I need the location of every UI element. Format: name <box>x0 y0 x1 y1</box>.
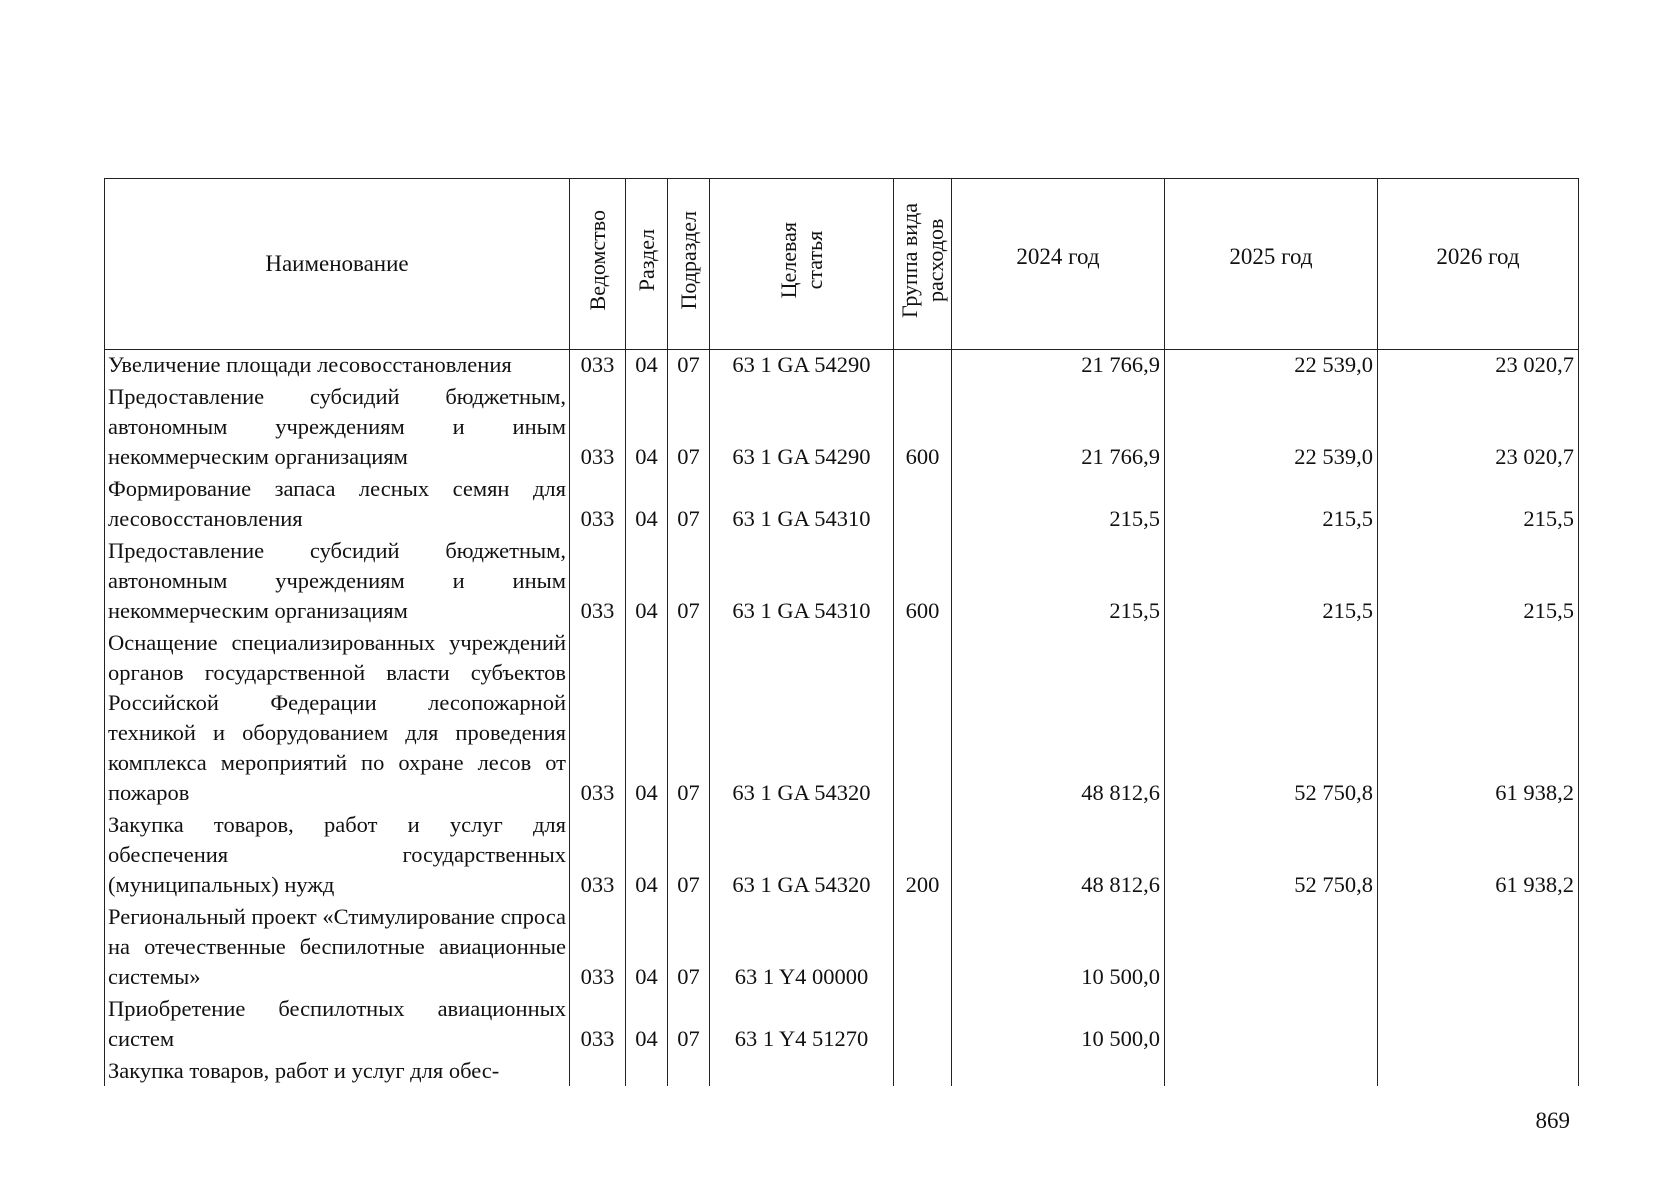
table-row <box>105 810 1579 902</box>
cell-gruppa: 600 <box>894 382 952 474</box>
cell-name: Региональный проект «Стимулирование спроса на отечественные беспилотные авиационные системы» <box>105 902 570 994</box>
cell-2024: 215,5 <box>952 536 1165 628</box>
cell-celevaya-statya: 63 1 Y4 00000 <box>710 902 894 994</box>
cell-2024: 48 812,6 <box>952 810 1165 902</box>
cell-2026: 215,5 <box>1378 536 1579 628</box>
cell-podrazdel <box>668 1056 710 1086</box>
table-row <box>105 536 1579 628</box>
cell-gruppa <box>894 902 952 994</box>
cell-vedomstvo: 033 <box>570 382 626 474</box>
cell-2025: 22 539,0 <box>1165 382 1378 474</box>
header-celevaya-line2: статья <box>801 230 827 290</box>
header-vedomstvo-label: Ведомство <box>584 209 610 311</box>
cell-vedomstvo: 033 <box>570 350 626 383</box>
table-row <box>105 902 1579 994</box>
table-row <box>105 350 1579 383</box>
cell-razdel: 04 <box>626 902 668 994</box>
cell-2026: 61 938,2 <box>1378 810 1579 902</box>
cell-name: Предоставление субсидий бюджетным, автономным учреждениям и иным некоммерческим организациям <box>105 536 570 628</box>
cell-2026: 23 020,7 <box>1378 382 1579 474</box>
cell-2024 <box>952 1056 1165 1086</box>
cell-celevaya-statya: 63 1 GA 54320 <box>710 810 894 902</box>
cell-vedomstvo: 033 <box>570 474 626 536</box>
table-row <box>105 628 1579 810</box>
cell-gruppa <box>894 350 952 383</box>
cell-vedomstvo: 033 <box>570 628 626 810</box>
header-vedomstvo <box>570 179 626 350</box>
cell-celevaya-statya: 63 1 GA 54290 <box>710 382 894 474</box>
cell-gruppa <box>894 474 952 536</box>
cell-gruppa: 600 <box>894 536 952 628</box>
table-header <box>105 179 1579 350</box>
cell-gruppa <box>894 994 952 1056</box>
cell-name: Приобретение беспилотных авиационных систем <box>105 994 570 1056</box>
header-podrazdel <box>668 179 710 350</box>
cell-gruppa: 200 <box>894 810 952 902</box>
header-year-2026: 2026 год <box>1378 179 1579 350</box>
cell-podrazdel: 07 <box>668 474 710 536</box>
cell-name: Закупка товаров, работ и услуг для обеспечения государственных (муниципальных) нужд <box>105 810 570 902</box>
cell-podrazdel: 07 <box>668 350 710 383</box>
header-razdel-label: Раздел <box>633 228 659 292</box>
header-year-2024: 2024 год <box>952 179 1165 350</box>
cell-razdel: 04 <box>626 536 668 628</box>
table-row <box>105 994 1579 1056</box>
cell-2024: 21 766,9 <box>952 382 1165 474</box>
header-celevaya-label <box>776 222 828 298</box>
header-year-2025: 2025 год <box>1165 179 1378 350</box>
cell-vedomstvo: 033 <box>570 536 626 628</box>
page-number: 869 <box>1535 1108 1570 1133</box>
header-celevaya-statya <box>710 179 894 350</box>
table-row <box>105 474 1579 536</box>
table-body <box>105 350 1579 1087</box>
header-gruppa-vida-rashodov <box>894 179 952 350</box>
cell-vedomstvo: 033 <box>570 994 626 1056</box>
cell-2025: 52 750,8 <box>1165 628 1378 810</box>
cell-2025 <box>1165 994 1378 1056</box>
header-gruppa-line1: Группа вида <box>896 202 922 318</box>
header-celevaya-line1: Целевая <box>775 221 801 299</box>
cell-2026: 61 938,2 <box>1378 628 1579 810</box>
cell-name: Закупка товаров, работ и услуг для обес- <box>105 1056 570 1086</box>
cell-podrazdel: 07 <box>668 536 710 628</box>
cell-name: Предоставление субсидий бюджетным, автономным учреждениям и иным некоммерческим организациям <box>105 382 570 474</box>
cell-razdel: 04 <box>626 350 668 383</box>
cell-celevaya-statya: 63 1 GA 54320 <box>710 628 894 810</box>
header-gruppa-line2: расходов <box>922 218 948 302</box>
cell-gruppa <box>894 628 952 810</box>
cell-2026 <box>1378 994 1579 1056</box>
cell-podrazdel: 07 <box>668 382 710 474</box>
cell-name: Формирование запаса лесных семян для лесовосстановления <box>105 474 570 536</box>
cell-2025 <box>1165 1056 1378 1086</box>
header-podrazdel-label: Подраздел <box>675 210 701 310</box>
cell-celevaya-statya: 63 1 GA 54290 <box>710 350 894 383</box>
cell-celevaya-statya: 63 1 Y4 51270 <box>710 994 894 1056</box>
cell-podrazdel: 07 <box>668 994 710 1056</box>
cell-2025: 215,5 <box>1165 536 1378 628</box>
cell-podrazdel: 07 <box>668 628 710 810</box>
cell-celevaya-statya: 63 1 GA 54310 <box>710 474 894 536</box>
table-row <box>105 382 1579 474</box>
header-gruppa-label <box>897 203 949 318</box>
cell-2024: 48 812,6 <box>952 628 1165 810</box>
cell-celevaya-statya: 63 1 GA 54310 <box>710 536 894 628</box>
cell-2024: 10 500,0 <box>952 994 1165 1056</box>
cell-gruppa <box>894 1056 952 1086</box>
cell-2025 <box>1165 902 1378 994</box>
cell-2024: 215,5 <box>952 474 1165 536</box>
budget-table <box>104 178 1579 1086</box>
table-row-trailing <box>105 1056 1579 1086</box>
cell-2024: 21 766,9 <box>952 350 1165 383</box>
cell-name: Увеличение площади лесовосстановления <box>105 350 570 383</box>
cell-2026 <box>1378 1056 1579 1086</box>
cell-razdel: 04 <box>626 628 668 810</box>
cell-podrazdel: 07 <box>668 810 710 902</box>
header-name: Наименование <box>105 179 570 350</box>
cell-2025: 22 539,0 <box>1165 350 1378 383</box>
cell-vedomstvo: 033 <box>570 810 626 902</box>
cell-vedomstvo: 033 <box>570 902 626 994</box>
cell-razdel <box>626 1056 668 1086</box>
cell-2026: 23 020,7 <box>1378 350 1579 383</box>
cell-2025: 215,5 <box>1165 474 1378 536</box>
cell-2024: 10 500,0 <box>952 902 1165 994</box>
cell-name: Оснащение специализированных учреждений органов государственной власти субъектов Российской Федерации лесопожарной техникой и оборудованием для проведения комплекса мероприятий по охране лесов от пожаров <box>105 628 570 810</box>
budget-table-sheet <box>104 178 1578 1090</box>
cell-razdel: 04 <box>626 382 668 474</box>
cell-vedomstvo <box>570 1056 626 1086</box>
cell-2026: 215,5 <box>1378 474 1579 536</box>
cell-podrazdel: 07 <box>668 902 710 994</box>
cell-razdel: 04 <box>626 810 668 902</box>
cell-2025: 52 750,8 <box>1165 810 1378 902</box>
cell-celevaya-statya <box>710 1056 894 1086</box>
cell-2026 <box>1378 902 1579 994</box>
cell-razdel: 04 <box>626 994 668 1056</box>
header-razdel <box>626 179 668 350</box>
cell-razdel: 04 <box>626 474 668 536</box>
